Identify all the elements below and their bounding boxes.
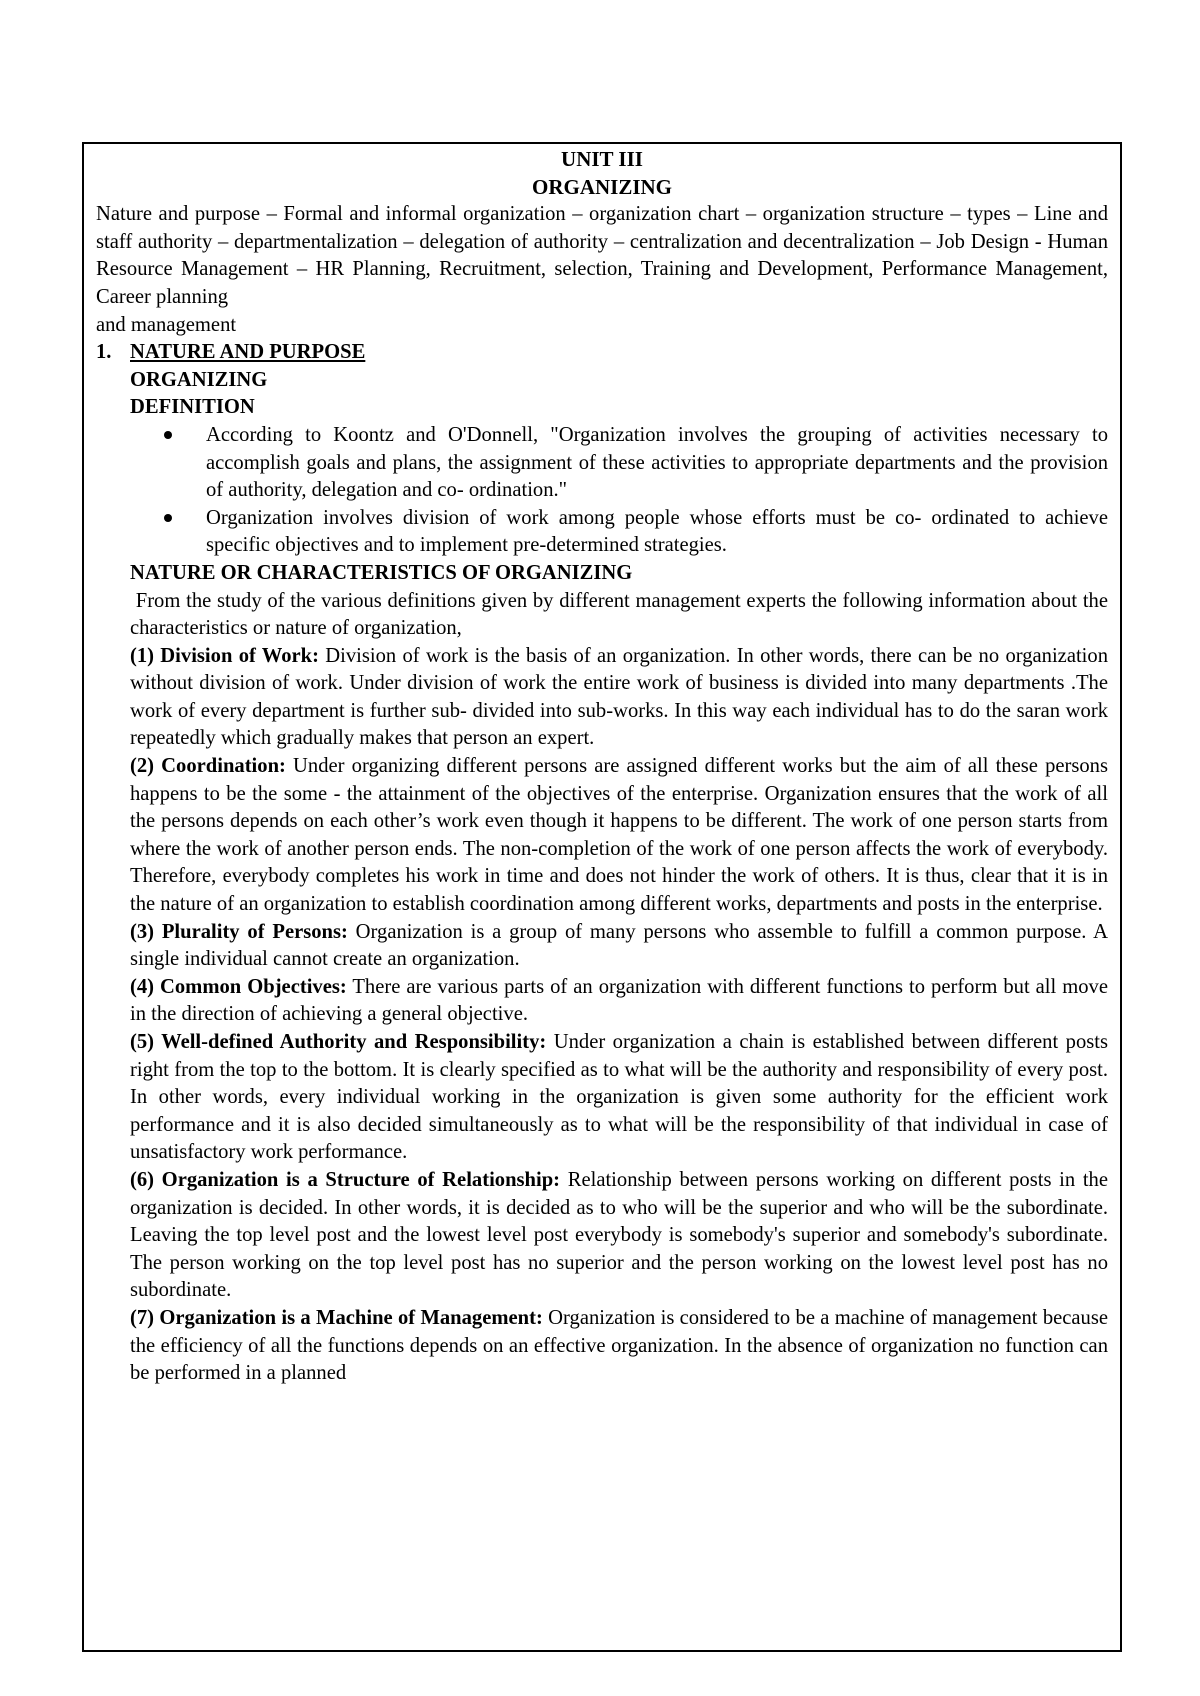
definition-text: Organization involves division of work among people whose efforts must be co- ordinated to achieve specific objectives and to implement pre-determined strategies.	[206, 506, 1108, 557]
document-body	[96, 146, 1114, 1388]
list-item	[206, 422, 1108, 505]
unit-heading: UNIT III	[561, 147, 643, 171]
definition-text: According to Koontz and O'Donnell, "Organization involves the grouping of activities necessary to accomplish goals and plans, the assignment of these activities to appropriate departments and the provision of authority, delegation and co- ordination."	[206, 423, 1108, 502]
characteristic-label: (3) Plurality of Persons:	[130, 920, 348, 943]
definition-list	[96, 422, 1108, 560]
characteristic-text: Organization is a group of many persons who assemble to fulfill a common purpose. A single individual cannot create an organization.	[130, 920, 1108, 971]
characteristic-text: Organization is considered to be a machine of management because the efficiency of all the functions depends on an effective organization. In the absence of organization no function can be performed in a planned	[130, 1306, 1108, 1385]
characteristic-paragraph	[96, 643, 1108, 753]
definition-heading: DEFINITION	[130, 396, 255, 419]
characteristic-paragraph	[96, 1029, 1108, 1167]
organizing-subheading: ORGANIZING	[130, 368, 268, 391]
characteristic-paragraph	[96, 1167, 1108, 1305]
characteristic-text: Relationship between persons working on different posts in the organization is decided. In other words, it is decided as to who will be the superior and who will be the subordinate. Leaving the top level post and the lowest level post everybody is somebody's superior and somebody's subordinate. The person working on the top level post has no superior and the person working on the lowest level post has no subordinate.	[130, 1168, 1108, 1302]
nature-intro: From the study of the various definitions given by different management experts the following information about the characteristics or nature of organization,	[130, 589, 1114, 640]
characteristic-paragraph	[96, 974, 1108, 1029]
characteristic-label: (6) Organization is a Structure of Relationship:	[130, 1168, 561, 1191]
characteristic-paragraph	[96, 919, 1108, 974]
section-number: 1.	[96, 341, 112, 364]
characteristic-text: Under organization a chain is established between different posts right from the top to the bottom. It is clearly specified as to what will be the authority and responsibility of every post. In other words, every individual working in the organization is given some authority for the efficient work performance and it is also decided simultaneously as to what will be the responsibility of that individual in case of unsatisfactory work performance.	[130, 1031, 1108, 1164]
syllabus-text: Nature and purpose – Formal and informal organization – organization chart – organization structure – types – Line and staff authority – departmentalization – delegation of authority – centralization and decentralization – Job Design - Human Resource Management – HR Planning, Recruitment, selection, Training and Development, Performance Management, Career planning	[96, 203, 1108, 308]
characteristic-label: (7) Organization is a Machine of Management:	[130, 1306, 543, 1329]
characteristic-label: (4) Common Objectives:	[130, 975, 347, 998]
syllabus-tail: and management	[96, 313, 237, 336]
list-item	[206, 505, 1108, 560]
section-title: NATURE AND PURPOSE	[130, 341, 366, 364]
characteristic-text: There are various parts of an organization with different functions to perform but all move in the direction of achieving a general objective.	[130, 975, 1108, 1026]
bullet-icon	[164, 514, 172, 522]
section-1-heading	[96, 339, 1108, 367]
nature-heading: NATURE OR CHARACTERISTICS OF ORGANIZING	[130, 561, 633, 584]
unit-title: ORGANIZING	[531, 174, 673, 199]
characteristic-paragraph	[96, 1305, 1108, 1388]
characteristic-paragraph	[96, 753, 1108, 919]
characteristic-label: (1) Division of Work:	[130, 644, 319, 667]
characteristic-text: Division of work is the basis of an organization. In other words, there can be no organization without division of work. Under division of work the entire work of business is divided into many departments .The work of every department is further sub- divided into sub-works. In this way each individual has to do the saran work repeatedly which gradually makes that person an expert.	[130, 644, 1109, 750]
characteristic-text: Under organizing different persons are assigned different works but the aim of all these persons happens to be the some - the attainment of the objectives of the enterprise. Organization ensures that the work of all the persons depends on each other’s work even though it happens to be different. The work of one person starts from where the work of another person ends. The non-completion of the work of one person affects the work of everybody. Therefore, everybody completes his work in time and does not hinder the work of others. It is thus, clear that it is in the nature of an organization to establish coordination among different works, departments and posts in the enterprise.	[130, 755, 1108, 916]
characteristic-label: (5) Well-defined Authority and Responsibility:	[130, 1031, 547, 1053]
characteristic-label: (2) Coordination:	[130, 755, 286, 778]
bullet-icon	[164, 431, 172, 439]
